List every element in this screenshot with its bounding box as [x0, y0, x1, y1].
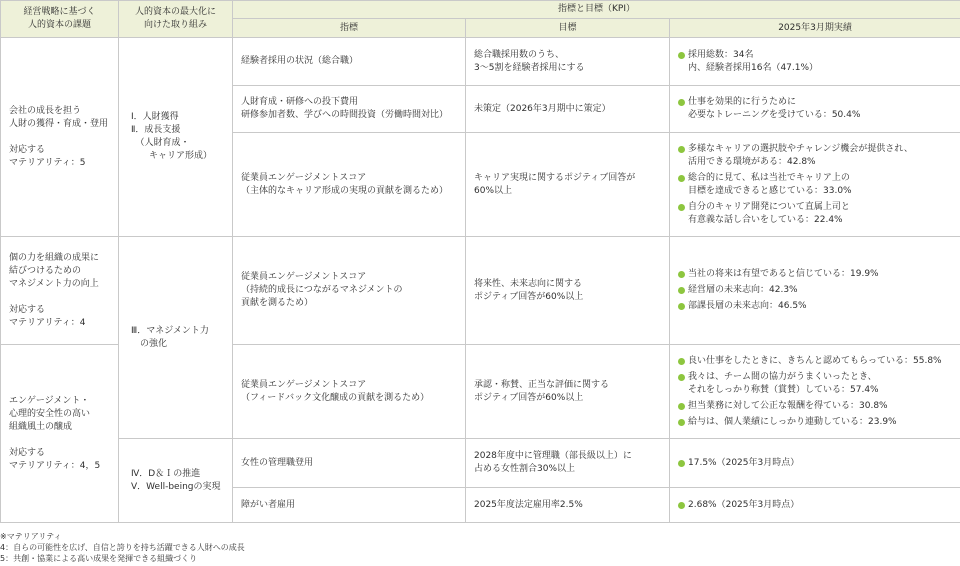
header-row-top: [1, 1, 960, 19]
result-item: 経営層の未来志向：42.3%: [678, 284, 952, 297]
footnote-title: ※マテリアリティ: [0, 532, 62, 541]
indicator-cell: 障がい者雇用: [233, 488, 466, 523]
result-list: [678, 457, 952, 470]
indicator-cell: 従業員エンゲージメントスコア （フィードバック文化醸成の貢献を測るため）: [233, 345, 466, 439]
header-indicator: 指標: [233, 19, 466, 38]
target-cell: 将来性、未来志向に関する ポジティブ回答が60%以上: [466, 237, 670, 345]
result-item: 我々は、チーム間の協力がうまくいったとき、 それをしっかり称賛（賞賛）している：57.4%: [678, 371, 952, 397]
initiative-cell: Ⅲ．マネジメント力 の強化: [119, 237, 233, 439]
result-list: [678, 96, 952, 122]
target-cell: 承認・称賛、正当な評価に関する ポジティブ回答が60%以上: [466, 345, 670, 439]
actual-cell: [670, 86, 960, 133]
initiative-cell: Ⅰ．人財獲得 Ⅱ．成長支援 （人財育成・ キャリア形成）: [119, 38, 233, 237]
result-item: 多様なキャリアの選択肢やチャレンジ機会が提供され、 活用できる環境がある：42.8%: [678, 143, 952, 169]
result-item: 当社の将来は有望であると信じている：19.9%: [678, 268, 952, 281]
issue-cell: 個の力を組織の成果に 結びつけるための マネジメント力の向上 対応する マテリアリティ：4: [1, 237, 119, 345]
footnote-materiality-4: 4：自らの可能性を広げ、自信と誇りを持ち活躍できる人財への成長: [0, 543, 245, 552]
header-initiative: 人的資本の最大化に 向けた取り組み: [119, 1, 233, 38]
target-cell: 未策定（2026年3月期中に策定）: [466, 86, 670, 133]
result-list: [678, 143, 952, 227]
result-item: 担当業務に対して公正な報酬を得ている：30.8%: [678, 400, 952, 413]
result-list: [678, 499, 952, 512]
result-item: 17.5%（2025年3月時点）: [678, 457, 952, 470]
target-cell: キャリア実現に関するポジティブ回答が 60%以上: [466, 133, 670, 237]
actual-cell: [670, 38, 960, 86]
issue-cell: エンゲージメント・ 心理的安全性の高い 組織風土の醸成 対応する マテリアリティ：4，5: [1, 345, 119, 523]
result-item: 自分のキャリア開発について直属上司と 有意義な話し合いをしている：22.4%: [678, 201, 952, 227]
actual-cell: [670, 237, 960, 345]
result-item: 給与は、個人業績にしっかり連動している：23.9%: [678, 416, 952, 429]
footnotes: [0, 531, 245, 564]
actual-cell: [670, 345, 960, 439]
header-kpi-group: 指標と目標（KPI）: [233, 1, 960, 19]
actual-cell: [670, 439, 960, 488]
result-list: [678, 355, 952, 429]
target-cell: 2025年度法定雇用率2.5%: [466, 488, 670, 523]
result-item: 採用総数：34名 内、経験者採用16名（47.1%）: [678, 49, 952, 75]
result-item: 総合的に見て、私は当社でキャリア上の 目標を達成できると感じている：33.0%: [678, 172, 952, 198]
result-list: [678, 268, 952, 313]
indicator-cell: 経験者採用の状況（総合職）: [233, 38, 466, 86]
indicator-cell: 人財育成・研修への投下費用 研修参加者数、学びへの時間投資（労働時間対比）: [233, 86, 466, 133]
indicator-cell: 従業員エンゲージメントスコア （持続的成長につながるマネジメントの 貢献を測るため）: [233, 237, 466, 345]
table-row: [1, 38, 960, 86]
header-actual: 2025年3月期実績: [670, 19, 960, 38]
result-item: 部課長層の未来志向：46.5%: [678, 300, 952, 313]
footnote-materiality-5: 5：共創・協業による高い成果を発揮できる組織づくり: [0, 554, 198, 563]
actual-cell: [670, 133, 960, 237]
result-item: 仕事を効果的に行うために 必要なトレーニングを受けている：50.4%: [678, 96, 952, 122]
header-target: 目標: [466, 19, 670, 38]
target-cell: 総合職採用数のうち、 3～5割を経験者採用にする: [466, 38, 670, 86]
result-item: 2.68%（2025年3月時点）: [678, 499, 952, 512]
indicator-cell: 女性の管理職登用: [233, 439, 466, 488]
result-list: [678, 49, 952, 75]
indicator-cell: 従業員エンゲージメントスコア （主体的なキャリア形成の実現の貢献を測るため）: [233, 133, 466, 237]
table-row: [1, 237, 960, 345]
target-cell: 2028年度中に管理職（部長級以上）に 占める女性割合30%以上: [466, 439, 670, 488]
actual-cell: [670, 488, 960, 523]
table-row: [1, 439, 960, 488]
header-issue: 経営戦略に基づく 人的資本の課題: [1, 1, 119, 38]
issue-cell: 会社の成長を担う 人財の獲得・育成・登用 対応する マテリアリティ：5: [1, 38, 119, 237]
result-item: 良い仕事をしたときに、きちんと認めてもらっている：55.8%: [678, 355, 952, 368]
initiative-cell: Ⅳ．D＆Ｉの推進 Ⅴ．Well-beingの実現: [119, 439, 233, 523]
